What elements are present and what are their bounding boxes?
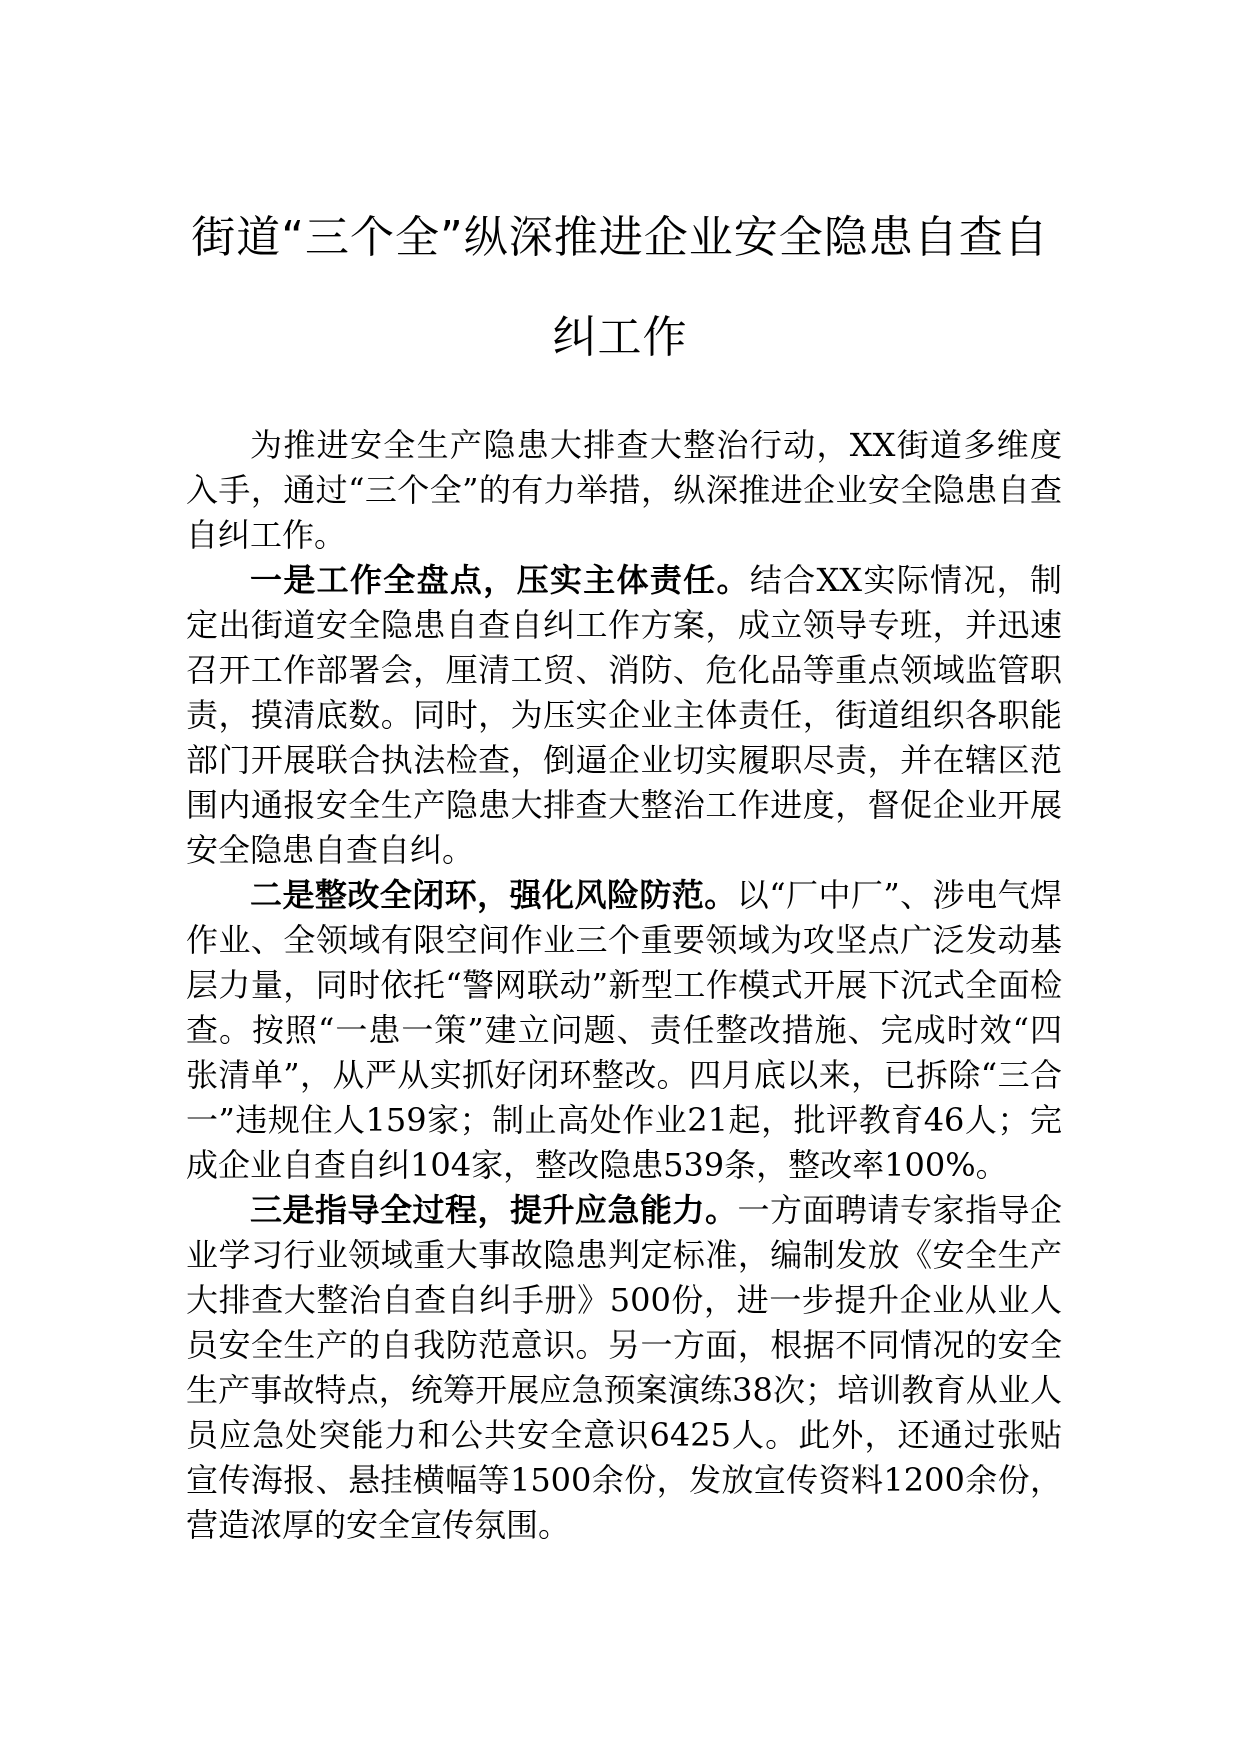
document-title: 街道“三个全”纵深推进企业安全隐患自查自纠工作 [191, 212, 1049, 363]
section-heading-3: 三是指导全过程，提升应急能力。 [250, 1191, 738, 1229]
section-text-1: 结合XX实际情况，制定出街道安全隐患自查自纠工作方案，成立领导专班，并迅速召开工作部署会，厘清工贸、消防、危化品等重点领域监管职责，摸清底数。同时，为压实企业主体责任，街道组织各职能部门开展联合执法检查，倒逼企业切实履职尽责，并在辖区范围内通报安全生产隐患大排查大整治工作进度，督促企业开展安全隐患自查自纠。 [186, 561, 1062, 869]
document-body [186, 423, 1062, 1548]
section-paragraph-3 [186, 1188, 1062, 1548]
section-text-3: 一方面聘请专家指导企业学习行业领域重大事故隐患判定标准，编制发放《安全生产大排查大整治自查自纠手册》500份，进一步提升企业从业人员安全生产的自我防范意识。另一方面，根据不同情况的安全生产事故特点，统筹开展应急预案演练38次；培训教育从业人员应急处突能力和公共安全意识6425人。此外，还通过张贴宣传海报、悬挂横幅等1500余份，发放宣传资料1200余份，营造浓厚的安全宣传氛围。 [186, 1191, 1062, 1544]
section-text-2: 以“厂中厂”、涉电气焊作业、全领域有限空间作业三个重要领域为攻坚点广泛发动基层力量，同时依托“警网联动”新型工作模式开展下沉式全面检查。按照“一患一策”建立问题、责任整改措施、完成时效“四张清单”，从严从实抓好闭环整改。四月底以来，已拆除“三合一”违规住人159家；制止高处作业21起，批评教育46人；完成企业自查自纠104家，整改隐患539条，整改率100%。 [186, 876, 1062, 1184]
section-paragraph-1 [186, 558, 1062, 873]
section-heading-1: 一是工作全盘点，压实主体责任。 [250, 561, 750, 599]
intro-paragraph: 为推进安全生产隐患大排查大整治行动，XX街道多维度入手，通过“三个全”的有力举措，纵深推进企业安全隐患自查自纠工作。 [186, 426, 1062, 554]
section-paragraph-2 [186, 873, 1062, 1188]
section-heading-2: 二是整改全闭环，强化风险防范。 [250, 876, 737, 914]
